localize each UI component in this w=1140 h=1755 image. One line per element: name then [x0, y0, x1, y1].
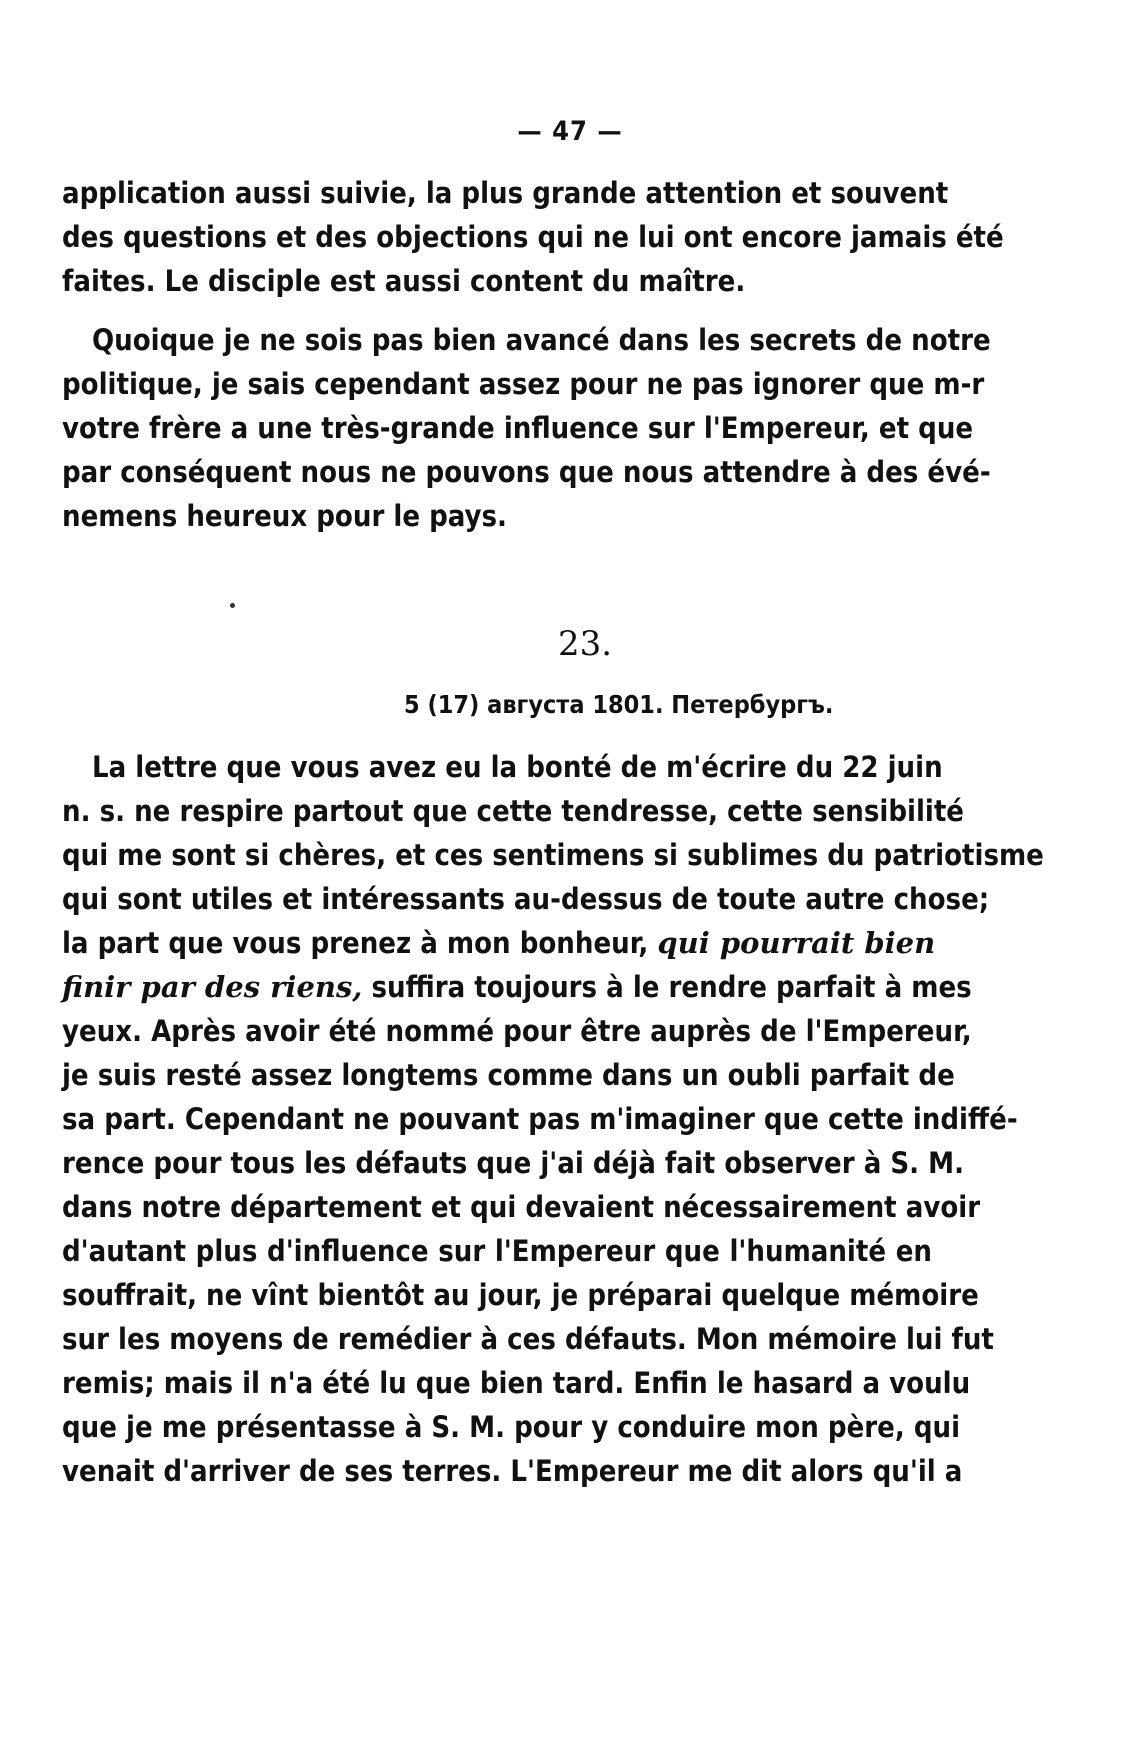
text-line: sa part. Cependant ne pouvant pas m'imaginer que cette indiffé- [62, 1102, 1018, 1136]
text-line: application aussi suivie, la plus grande attention et souvent [62, 176, 949, 210]
text-line: yeux. Après avoir été nommé pour être auprès de l'Empereur, [62, 1014, 972, 1048]
text-segment: la part que vous prenez à mon bonheur, [62, 926, 649, 960]
text-line: nemens heureux pour le pays. [62, 499, 507, 533]
text-line: La lettre que vous avez eu la bonté de m'écrire du 22 juin [92, 750, 943, 784]
text-line: qui me sont si chères, et ces sentimens si sublimes du patriotisme [62, 838, 1044, 872]
italic-phrase: qui pourrait bien [657, 926, 936, 960]
text-line: par conséquent nous ne pouvons que nous attendre à des évé- [62, 455, 991, 489]
text-line: remis; mais il n'a été lu que bien tard. Enfin le hasard a voulu [62, 1366, 971, 1400]
text-line: que je me présentasse à S. M. pour y conduire mon père, qui [62, 1410, 961, 1444]
text-line: sur les moyens de remédier à ces défauts. Mon mémoire lui fut [62, 1322, 994, 1356]
text-line: dans notre département et qui devaient nécessairement avoir [62, 1190, 981, 1224]
page-number: — 47 — [517, 116, 623, 147]
paragraph-continuation [62, 171, 1004, 303]
paragraph-politics [62, 318, 991, 538]
italic-phrase: finir par des riens, [62, 970, 363, 1004]
text-line: je suis resté assez longtems comme dans un oubli parfait de [62, 1058, 955, 1092]
text-line: politique, je sais cependant assez pour ne pas ignorer que m-r [62, 367, 985, 401]
text-line: qui sont utiles et intéressants au-dessus de toute autre chose; [62, 882, 990, 916]
text-line: faites. Le disciple est aussi content du maître. [62, 264, 746, 298]
text-line [62, 965, 972, 1009]
text-line: rence pour tous les défauts que j'ai déjà fait observer à S. M. [62, 1146, 965, 1180]
letter-number: 23. [557, 624, 613, 664]
letter-body [62, 745, 1044, 1493]
text-line: n. s. ne respire partout que cette tendresse, cette sensibilité [62, 794, 965, 828]
text-segment: suffira toujours à le rendre parfait à mes [371, 970, 972, 1004]
text-line [62, 921, 936, 965]
text-line: des questions et des objections qui ne lui ont encore jamais été [62, 220, 1004, 254]
letter-dateline: 5 (17) августа 1801. Петербургъ. [404, 690, 834, 719]
text-line: venait d'arriver de ses terres. L'Empereur me dit alors qu'il a [62, 1454, 963, 1488]
text-line: votre frère a une très-grande influence sur l'Empereur, et que [62, 411, 974, 445]
text-line: souffrait, ne vînt bientôt au jour, je préparai quelque mémoire [62, 1278, 979, 1312]
print-speck [230, 603, 235, 608]
text-line: Quoique je ne sois pas bien avancé dans les secrets de notre [92, 323, 991, 357]
text-line: d'autant plus d'influence sur l'Empereur que l'humanité en [62, 1234, 932, 1268]
